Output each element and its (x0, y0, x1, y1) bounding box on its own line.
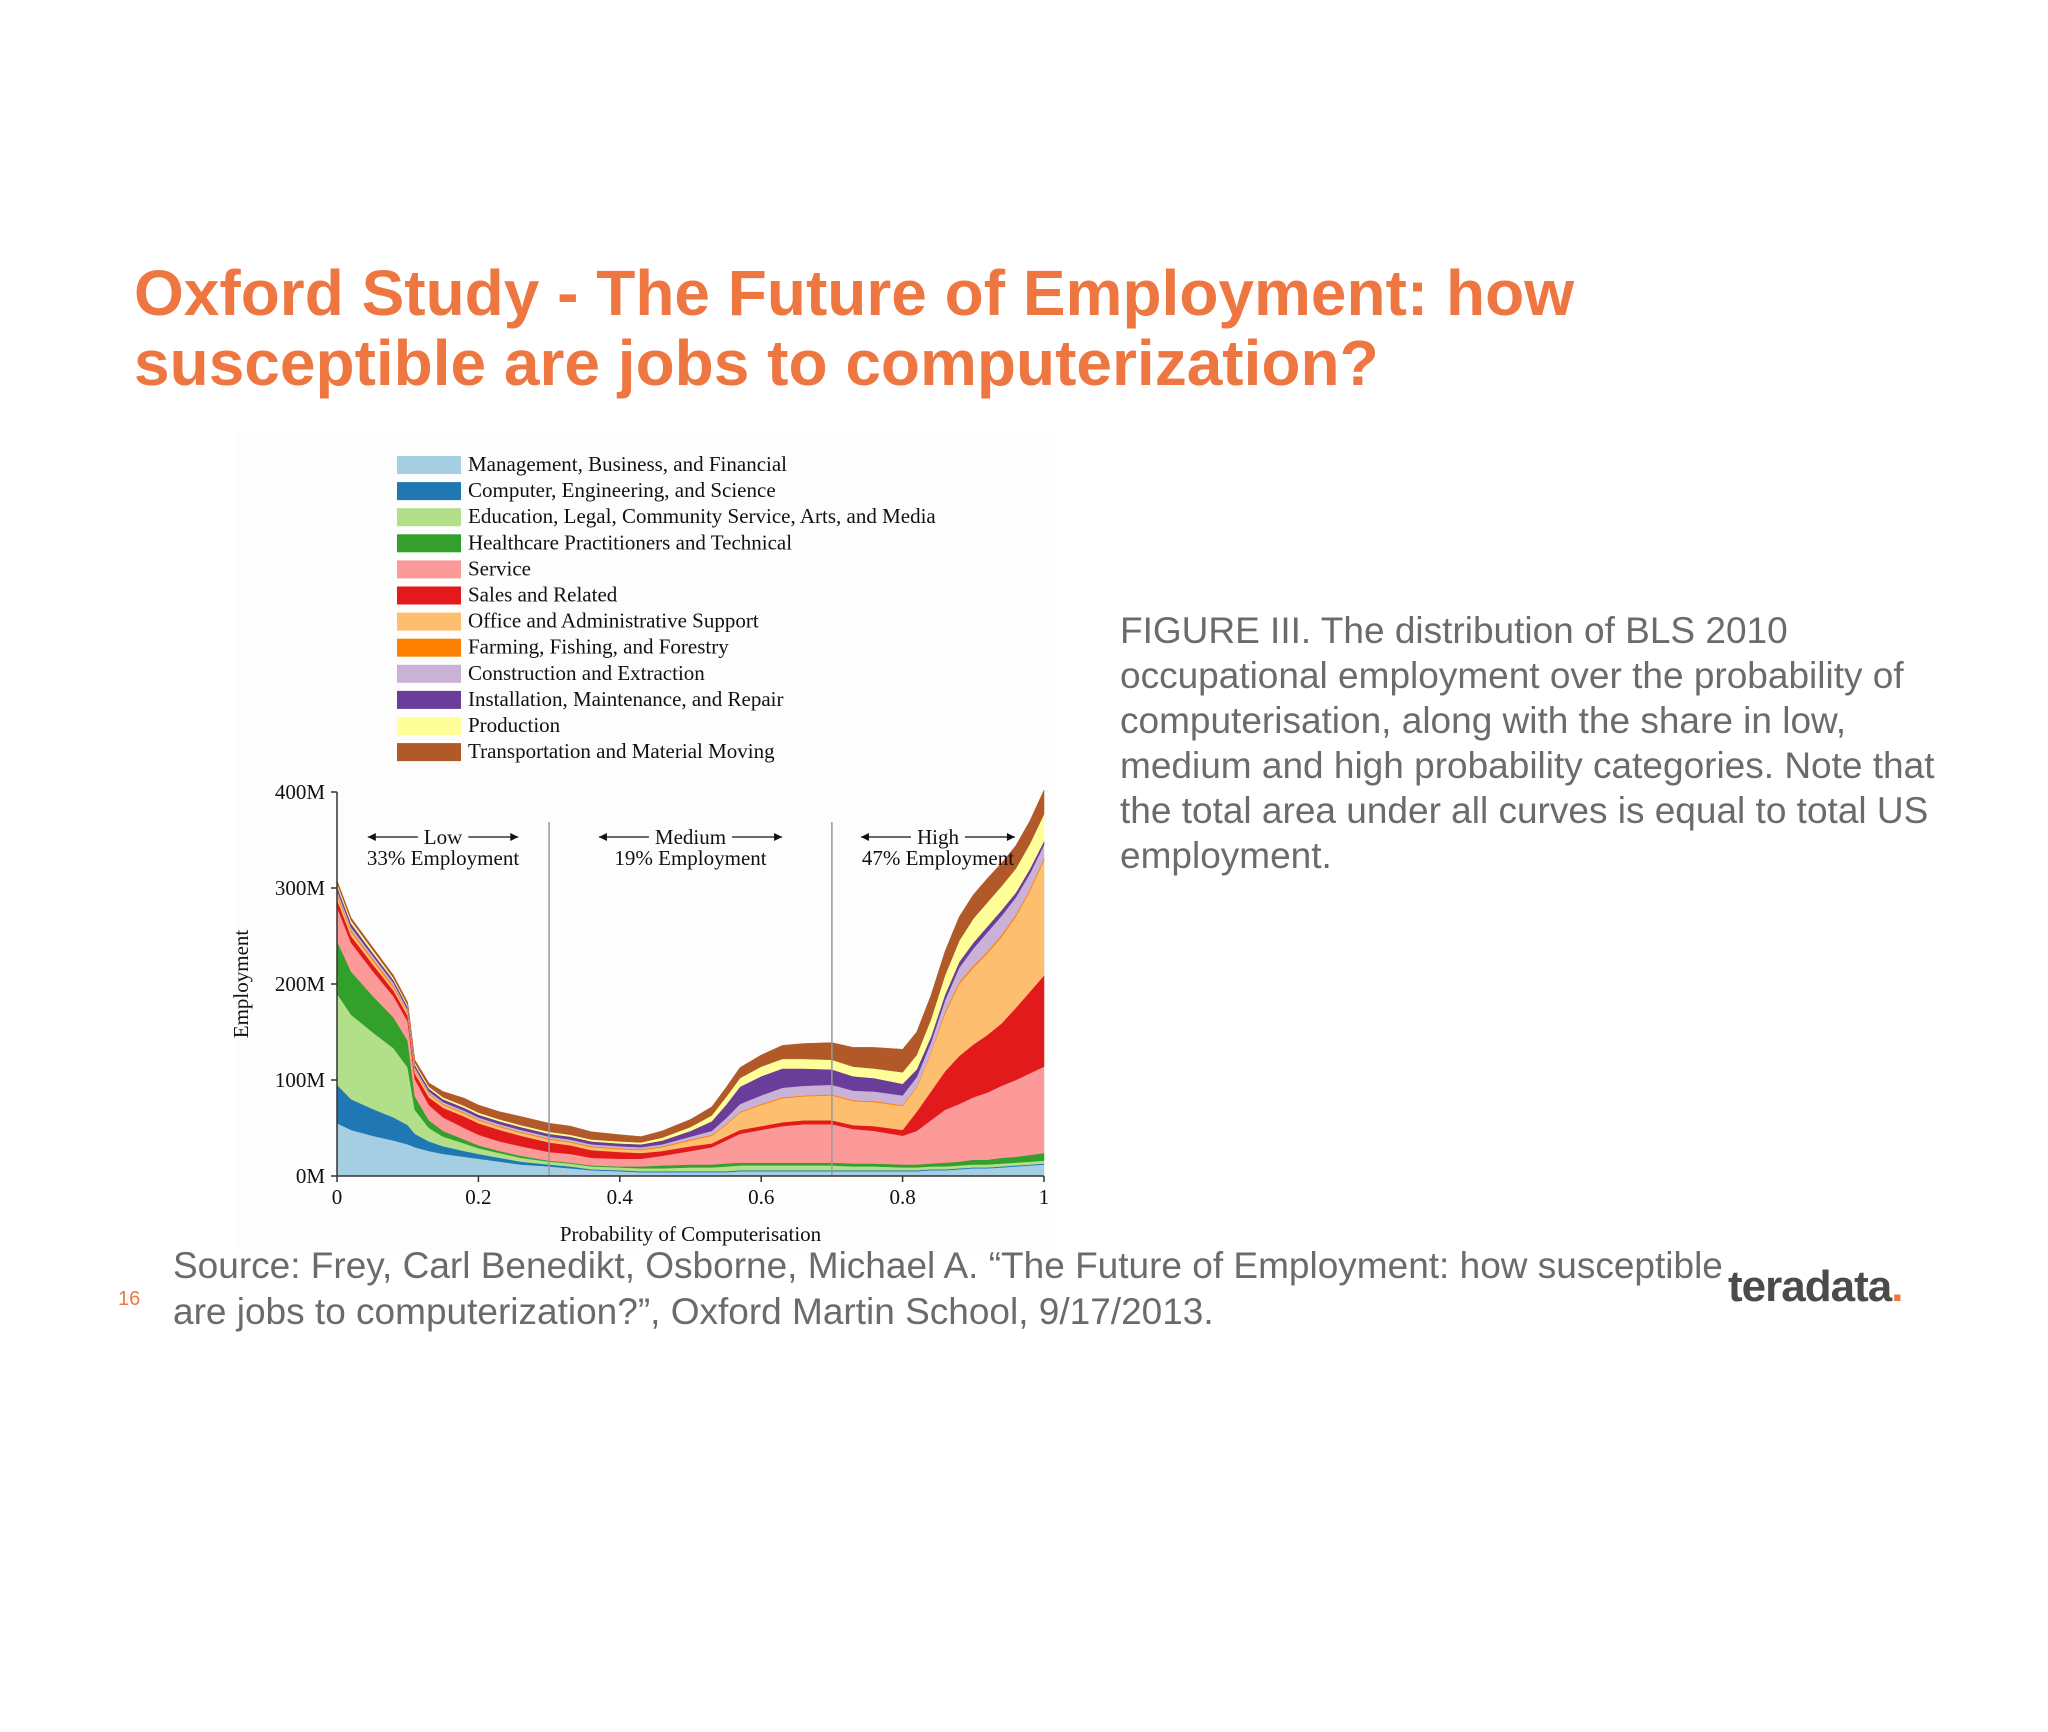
legend-label-3: Education, Legal, Community Service, Arts, and Media (468, 504, 936, 529)
logo-wordmark: teradata (1728, 1262, 1892, 1311)
region-arrowhead-left-3 (861, 833, 869, 841)
region-label-2: Medium (654, 825, 727, 849)
teradata-logo (1728, 1262, 1902, 1312)
chart-panel (229, 432, 1056, 1250)
legend-label-10: Installation, Maintenance, and Repair (468, 686, 784, 711)
legend-swatch-12 (397, 743, 461, 761)
x-tick-label-3: 0.4 (606, 1185, 633, 1209)
legend-swatch-10 (397, 691, 461, 709)
region-arrowhead-left-2 (599, 833, 607, 841)
legend-label-11: Production (468, 713, 561, 737)
legend-swatch-9 (397, 665, 461, 683)
x-axis-title: Probability of Computerisation (559, 1222, 822, 1246)
legend-label-12: Transportation and Material Moving (468, 739, 775, 764)
region-arrowhead-left-1 (368, 833, 376, 841)
region-arrowhead-right-2 (774, 833, 782, 841)
y-tick-label-1: 0M (295, 1164, 325, 1188)
legend-swatch-8 (397, 639, 461, 657)
y-tick-label-5: 400M (274, 780, 325, 804)
legend-swatch-11 (397, 717, 461, 735)
legend-label-6: Sales and Related (468, 582, 618, 607)
slide-title (134, 258, 1834, 398)
y-tick-label-3: 200M (274, 972, 325, 996)
legend-label-8: Farming, Fishing, and Forestry (468, 634, 729, 659)
legend-label-5: Service (468, 556, 531, 581)
legend-swatch-7 (397, 613, 461, 631)
x-tick-label-1: 0 (331, 1185, 343, 1209)
slide-title-line-1: Oxford Study - The Future of Employment: how (134, 257, 1574, 329)
x-tick-label-4: 0.6 (748, 1185, 775, 1209)
x-tick-label-5: 0.8 (889, 1185, 916, 1209)
legend-label-1: Management, Business, and Financial (468, 452, 788, 476)
region-share-2: 19% Employment (614, 846, 767, 870)
legend-swatch-6 (397, 587, 461, 605)
legend-swatch-3 (397, 508, 461, 526)
legend-label-9: Construction and Extraction (468, 660, 705, 685)
region-label-1: Low (423, 825, 463, 849)
source-citation (173, 1243, 1773, 1335)
logo-dot: . (1891, 1262, 1903, 1311)
region-share-3: 47% Employment (861, 846, 1015, 870)
figure-caption: FIGURE III. The distribution of BLS 2010 occupational employment over the probability of computerisation, along with the share in low, medium and high probability categories. Note that the total area under all curves is equal to total US employment. (1120, 610, 1935, 876)
legend-label-4: Healthcare Practitioners and Technical (468, 530, 793, 555)
y-tick-label-2: 100M (274, 1068, 325, 1092)
legend-label-2: Computer, Engineering, and Science (468, 478, 776, 503)
source-line-1: Source: Frey, Carl Benedikt, Osborne, Michael A. “The Future of Employment: how susceptible (173, 1245, 1723, 1286)
y-tick-label-4: 300M (274, 876, 325, 900)
source-line-2: are jobs to computerization?”, Oxford Martin School, 9/17/2013. (173, 1291, 1214, 1332)
page-number: 16 (118, 1288, 141, 1310)
x-tick-label-2: 0.2 (465, 1185, 492, 1209)
legend-swatch-2 (397, 482, 461, 500)
region-label-3: High (916, 825, 959, 849)
legend-swatch-1 (397, 456, 461, 474)
slide-title-line-2: susceptible are jobs to computerization? (134, 327, 1379, 399)
region-share-1: 33% Employment (366, 846, 520, 870)
chart-legend (397, 452, 936, 763)
legend-swatch-4 (397, 534, 461, 552)
x-tick-label-6: 1 (1038, 1185, 1050, 1209)
region-arrowhead-right-3 (1007, 833, 1015, 841)
legend-label-7: Office and Administrative Support (468, 608, 759, 633)
legend-swatch-5 (397, 560, 461, 578)
region-arrowhead-right-1 (510, 833, 518, 841)
y-axis-title: Employment (229, 929, 253, 1039)
